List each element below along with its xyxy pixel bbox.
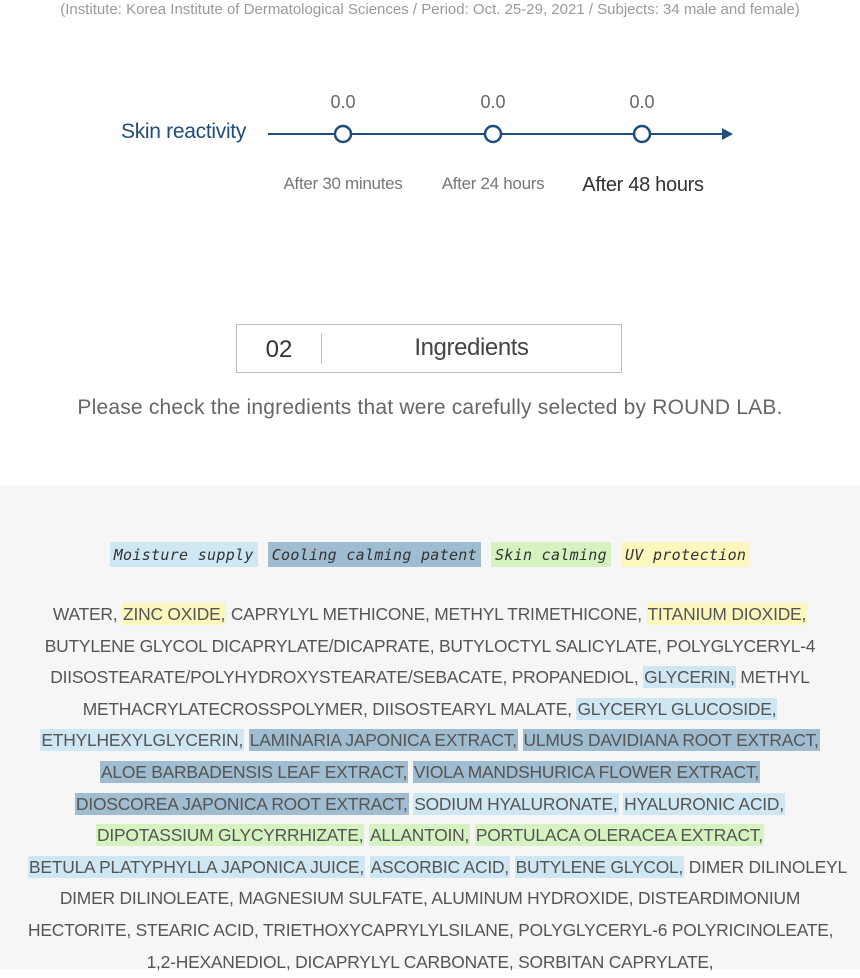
highlighted-ingredient: GLYCERIN, xyxy=(644,667,735,688)
source-note: (Institute: Korea Institute of Dermatological Sciences / Period: Oct. 25-29, 2021 / Subjects: 34 male and female) xyxy=(60,1,800,18)
ingredient-line xyxy=(28,631,832,663)
highlighted-ingredient: VIOLA MANDSHURICA FLOWER EXTRACT, xyxy=(413,761,759,782)
ingredient-line xyxy=(28,947,832,978)
ingredient-text xyxy=(518,730,523,750)
legend-uv-protection: UV protection xyxy=(621,542,750,567)
timeline-label: Skin reactivity xyxy=(121,120,247,143)
highlighted-ingredient: ZINC OXIDE, xyxy=(123,604,226,624)
ingredient-line xyxy=(28,915,832,947)
timeline-value-1: 0.0 xyxy=(330,92,356,112)
ingredient-line xyxy=(28,662,832,694)
highlighted-ingredient: PORTULACA OLERACEA EXTRACT, xyxy=(475,825,763,846)
timeline-caption-2: After 24 hours xyxy=(441,174,545,193)
ingredient-text: DIMER DILINOLEYL xyxy=(684,856,847,877)
highlighted-ingredient: ETHYLHEXYLGLYCERIN, xyxy=(41,730,244,751)
highlighted-ingredient: DIOSCOREA JAPONICA ROOT EXTRACT, xyxy=(76,793,408,814)
timeline-value-2: 0.0 xyxy=(480,92,506,112)
legend-cooling-calming-patent: Cooling calming patent xyxy=(268,542,481,567)
ingredient-text: METHYL xyxy=(735,667,810,688)
ingredient-text: WATER, xyxy=(52,604,123,624)
timeline-arrow-head xyxy=(722,128,733,140)
ingredient-line xyxy=(28,820,832,852)
highlighted-ingredient: TITANIUM DIOXIDE, xyxy=(647,604,807,624)
ingredients-panel xyxy=(0,485,860,972)
timeline-point-1 xyxy=(335,126,351,142)
ingredient-text: CAPRYLYL METHICONE, METHYL TRIMETHICONE, xyxy=(226,604,647,624)
ingredient-line xyxy=(28,852,847,884)
ingredient-text xyxy=(510,857,515,877)
ingredient-line xyxy=(28,789,832,821)
highlighted-ingredient: GLYCERYL GLUCOSIDE, xyxy=(577,698,777,719)
legend-moisture-supply: Moisture supply xyxy=(110,542,258,567)
ingredient-line xyxy=(28,599,832,631)
highlighted-ingredient: DIPOTASSIUM GLYCYRRHIZATE, xyxy=(97,825,364,846)
ingredient-text: METHACRYLATECROSSPOLYMER, DIISOSTEARYL MALATE, xyxy=(82,698,577,719)
ingredient-line xyxy=(28,694,832,726)
section-subtitle: Please check the ingredients that were carefully selected by ROUND LAB. xyxy=(77,396,783,419)
ingredient-text: BUTYLENE GLYCOL DICAPRYLATE/DICAPRATE, BUTYLOCTYL SALICYLATE, POLYGLYCERYL-4 xyxy=(44,635,816,656)
ingredient-text xyxy=(365,857,370,877)
timeline-value-3: 0.0 xyxy=(629,92,655,112)
skin-reactivity-timeline xyxy=(0,80,860,220)
highlighted-ingredient: SODIUM HYALURONATE, xyxy=(414,793,618,814)
timeline-point-2 xyxy=(485,126,501,142)
section-title: Ingredients xyxy=(414,334,529,361)
highlighted-ingredient: ALOE BARBADENSIS LEAF EXTRACT, xyxy=(101,761,408,782)
ingredient-legend xyxy=(0,542,860,567)
section-number: 02 xyxy=(265,336,293,363)
timeline-point-3 xyxy=(634,126,650,142)
ingredient-text: HECTORITE, STEARIC ACID, TRIETHOXYCAPRYLYLSILANE, POLYGLYCERYL-6 POLYRICINOLEATE, xyxy=(28,919,834,940)
highlighted-ingredient: ULMUS DAVIDIANA ROOT EXTRACT, xyxy=(523,730,819,751)
highlighted-ingredient: ASCORBIC ACID, xyxy=(370,856,509,877)
ingredient-list xyxy=(28,599,847,978)
highlighted-ingredient: LAMINARIA JAPONICA EXTRACT, xyxy=(249,730,517,751)
ingredient-line xyxy=(28,883,832,915)
ingredient-text: DIMER DILINOLEATE, MAGNESIUM SULFATE, ALUMINUM HYDROXIDE, DISTEARDIMONIUM xyxy=(59,888,801,909)
ingredient-text: 1,2-HEXANEDIOL, DICAPRYLYL CARBONATE, SORBITAN CAPRYLATE, xyxy=(146,951,714,972)
highlighted-ingredient: BETULA PLATYPHYLLA JAPONICA JUICE, xyxy=(29,856,365,877)
highlighted-ingredient: ALLANTOIN, xyxy=(370,825,470,846)
legend-skin-calming: Skin calming xyxy=(491,542,611,567)
timeline-caption-1: After 30 minutes xyxy=(283,174,403,193)
ingredient-line xyxy=(28,757,832,789)
section-header-box xyxy=(236,324,622,373)
highlighted-ingredient: BUTYLENE GLYCOL, xyxy=(515,856,684,877)
timeline-graphic xyxy=(0,80,860,220)
highlighted-ingredient: HYALURONIC ACID, xyxy=(624,793,784,814)
ingredient-line xyxy=(28,725,832,757)
timeline-caption-3: After 48 hours xyxy=(582,174,704,196)
ingredient-text: DIISOSTEARATE/POLYHYDROXYSTEARATE/SEBACATE, PROPANEDIOL, xyxy=(50,667,644,688)
